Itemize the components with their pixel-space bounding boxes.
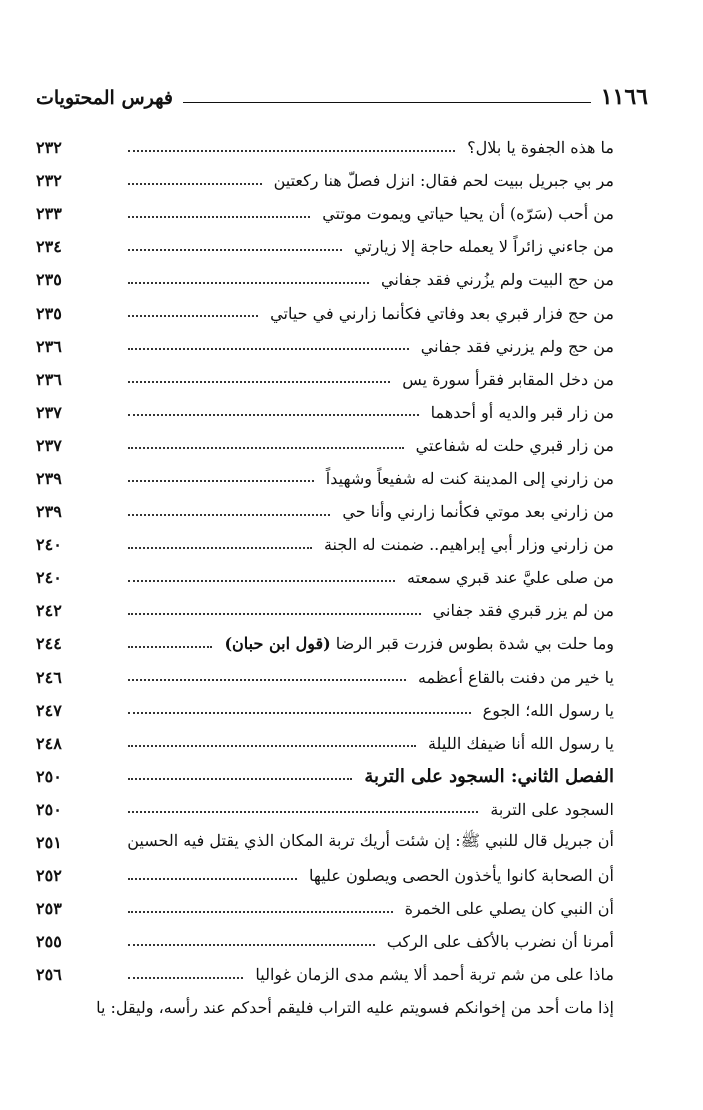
- dot-leader: [128, 216, 310, 218]
- toc-entry[interactable]: [36, 363, 614, 396]
- entry-page-number: ٢٤٦: [36, 667, 62, 687]
- entry-page-number: ٢٣٤: [36, 237, 62, 257]
- toc-entry[interactable]: [36, 462, 614, 495]
- entry-page-number: ٢٣٩: [36, 468, 62, 488]
- entry-page-number: ٢٤٨: [36, 733, 62, 753]
- dot-leader: [128, 514, 330, 516]
- entry-page-number: ٢٥٠: [36, 799, 62, 819]
- entry-title: السجود على التربة: [490, 799, 614, 819]
- toc-entry[interactable]: [36, 826, 614, 859]
- entry-title: من زار قبر والديه أو أحدهما: [430, 402, 614, 422]
- toc-entry[interactable]: [36, 131, 614, 164]
- entry-page-number: ٢٥٦: [36, 965, 62, 985]
- entry-title-attribution: (قول ابن حبان): [224, 634, 331, 654]
- toc-entry[interactable]: [36, 296, 614, 329]
- toc-entry[interactable]: [36, 958, 614, 991]
- running-title: فهرس المحتويات: [36, 87, 173, 109]
- toc-entry[interactable]: [36, 230, 614, 263]
- dot-leader: [128, 282, 369, 284]
- entry-title: من زارني إلى المدينة كنت له شفيعاً وشهيداً: [325, 468, 614, 488]
- dot-leader: [128, 712, 471, 714]
- toc-entry[interactable]: [36, 197, 614, 230]
- section-title: الفصل الثاني: السجود على التربة: [364, 765, 614, 787]
- entry-title: من أحب (سَرّه) أن يحيا حياتي ويموت موتتي: [322, 204, 614, 224]
- entry-title-text: وما حلت بي شدة بطوس فزرت قبر الرضا: [335, 634, 614, 654]
- dot-leader: [128, 315, 258, 317]
- entry-page-number: ٢٣٦: [36, 369, 62, 389]
- dot-leader: [128, 447, 404, 449]
- entry-title: من حج ولم يزرني فقد جفاني: [420, 336, 614, 356]
- toc-entry[interactable]: [36, 330, 614, 363]
- toc-section-heading[interactable]: [36, 760, 614, 793]
- table-of-contents: [36, 131, 614, 1025]
- toc-entry[interactable]: [36, 694, 614, 727]
- dot-leader: [128, 778, 352, 780]
- dot-leader: [128, 150, 455, 152]
- dot-leader: [128, 381, 390, 383]
- entry-page-number: ٢٣٦: [36, 336, 62, 356]
- toc-entry[interactable]: [36, 925, 614, 958]
- entry-page-number: ٢٤٠: [36, 568, 62, 588]
- dot-leader: [128, 745, 416, 747]
- entry-title: إذا مات أحد من إخوانكم فسويتم عليه التراب فليقم أحدكم عند رأسه، وليقل: يا: [96, 998, 614, 1018]
- toc-entry[interactable]: [36, 859, 614, 892]
- entry-page-number: ٢٥٣: [36, 899, 62, 919]
- entry-title: مر بي جبريل ببيت لحم فقال: انزل فصلّ هنا ركعتين: [273, 171, 614, 191]
- dot-leader: [128, 414, 419, 416]
- entry-title: ماذا على من شم تربة أحمد ألا يشم مدى الزمان غواليا: [255, 965, 614, 985]
- toc-entry[interactable]: [36, 892, 614, 925]
- entry-title: من حج البيت ولم يزُرني فقد جفاني: [380, 270, 614, 290]
- toc-entry[interactable]: [36, 263, 614, 296]
- entry-title: أن جبريل قال للنبي ﷺ: إن شئت أريك تربة المكان الذي يقتل فيه الحسين: [127, 831, 614, 851]
- entry-title: أن النبي كان يصلي على الخمرة: [404, 899, 614, 919]
- entry-title: من لم يزر قبري فقد جفاني: [432, 601, 614, 621]
- toc-entry[interactable]: [36, 164, 614, 197]
- entry-page-number: ٢٥١: [36, 833, 62, 853]
- page-header: [36, 78, 648, 108]
- page-number: ١١٦٦: [600, 84, 648, 110]
- entry-page-number: ٢٣٥: [36, 303, 62, 323]
- entry-page-number: ٢٤٠: [36, 535, 62, 555]
- entry-title: يا رسول الله؛ الجوع: [482, 700, 614, 720]
- entry-title: أمرنا أن نضرب بالأكف على الركب: [386, 932, 614, 952]
- toc-entry[interactable]: [36, 495, 614, 528]
- entry-title: يا خير من دفنت بالقاع أعظمه: [417, 667, 614, 687]
- toc-entry[interactable]: [36, 594, 614, 627]
- dot-leader: [128, 811, 478, 813]
- entry-page-number: ٢٤٤: [36, 634, 62, 654]
- toc-entry[interactable]: [36, 661, 614, 694]
- entry-title: من زار قبري حلت له شفاعتي: [415, 435, 614, 455]
- toc-entry[interactable]: [36, 727, 614, 760]
- toc-entry-continued[interactable]: [36, 991, 614, 1024]
- entry-title: من جاءني زائراً لا يعمله حاجة إلا زيارتي: [353, 237, 614, 257]
- dot-leader: [128, 878, 297, 880]
- entry-title: أن الصحابة كانوا يأخذون الحصى ويصلون عليها: [308, 866, 614, 886]
- dot-leader: [128, 911, 393, 913]
- dot-leader: [128, 348, 409, 350]
- toc-entry[interactable]: [36, 561, 614, 594]
- entry-page-number: ٢٣٥: [36, 270, 62, 290]
- entry-page-number: ٢٣٩: [36, 502, 62, 522]
- dot-leader: [128, 249, 342, 251]
- entry-title: من دخل المقابر فقرأ سورة يس: [402, 369, 614, 389]
- entry-page-number: ٢٤٢: [36, 601, 62, 621]
- entry-title: من صلى عليَّ عند قبري سمعته: [407, 568, 614, 588]
- entry-title: من حج فزار قبري بعد وفاتي فكأنما زارني في حياتي: [270, 303, 614, 323]
- entry-title: من زارني بعد موتي فكأنما زارني وأنا حي: [342, 502, 614, 522]
- dot-leader: [128, 613, 421, 615]
- toc-entry[interactable]: [36, 793, 614, 826]
- entry-title: ما هذه الجفوة يا بلال؟: [467, 138, 614, 158]
- entry-page-number: ٢٣٧: [36, 402, 62, 422]
- dot-leader: [128, 944, 375, 946]
- toc-entry[interactable]: [36, 627, 614, 660]
- section-page-number: ٢٥٠: [36, 766, 62, 786]
- header-rule: [183, 102, 591, 103]
- entry-page-number: ٢٤٧: [36, 700, 62, 720]
- dot-leader: [128, 679, 406, 681]
- entry-title: يا رسول الله أنا ضيفك الليلة: [427, 733, 614, 753]
- toc-entry[interactable]: [36, 429, 614, 462]
- dot-leader: [128, 977, 243, 979]
- dot-leader: [128, 480, 314, 482]
- entry-page-number: ٢٣٢: [36, 171, 62, 191]
- dot-leader: [128, 580, 395, 582]
- entry-page-number: ٢٥٢: [36, 866, 62, 886]
- dot-leader: [128, 547, 312, 549]
- dot-leader: [128, 183, 262, 185]
- entry-title: [216, 634, 614, 653]
- entry-page-number: ٢٣٢: [36, 138, 62, 158]
- entry-title: من زارني وزار أبي إبراهيم.. ضمنت له الجنة: [323, 535, 614, 555]
- entry-page-number: ٢٣٣: [36, 204, 62, 224]
- toc-entry[interactable]: [36, 528, 614, 561]
- entry-page-number: ٢٥٥: [36, 932, 62, 952]
- entry-page-number: ٢٣٧: [36, 435, 62, 455]
- toc-entry[interactable]: [36, 396, 614, 429]
- dot-leader: [128, 646, 212, 648]
